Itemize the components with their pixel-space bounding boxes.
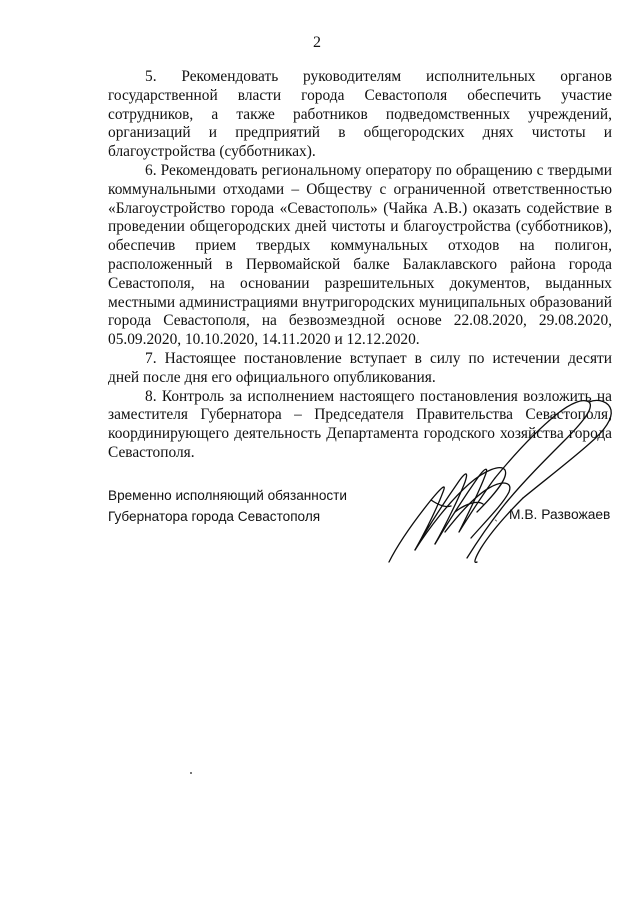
scan-speck	[190, 772, 192, 774]
handwritten-signature	[385, 392, 634, 582]
paragraph-item-7: 7. Настоящее постановление вступает в силу по истечении десяти дней после дня его официального опубликования.	[108, 349, 612, 386]
signature-dash-mark: ˎ	[494, 508, 498, 522]
page-number: 2	[313, 34, 321, 51]
paragraph-item-6: 6. Рекомендовать региональному оператору по обращению с твердыми коммунальными отходами – Обществу с ограниченной ответственностью «Благоустройство города «Севастополь» (Чайка А.В.) оказать содействие в проведении общегородских дней чистоты и благоустройства (субботников), обеспечив прием твердых коммунальных отходов на полигон, расположенный в Первомайской балке Балаклавского района города Севастополя, на основании разрешительных документов, выданных местными администрациями внутригородских муниципальных образований города Севастополя, на безвозмездной основе 22.08.2020, 29.08.2020, 05.09.2020, 10.10.2020, 14.11.2020 и 12.12.2020.	[108, 161, 612, 349]
signatory-position-line-1: Временно исполняющий обязанности	[108, 488, 347, 503]
signatory-name: М.В. Развожаев	[509, 507, 611, 522]
paragraph-item-5: 5. Рекомендовать руководителям исполнительных органов государственной власти города Севастополя обеспечить участие сотрудников, а также работников подведомственных учреждений, организаций и предприятий в общегородских днях чистоты и благоустройства (субботниках).	[108, 68, 612, 161]
paragraph-item-8: 8. Контроль за исполнением настоящего постановления возложить на заместителя Губернатора – Председателя Правительства Севастополя, координирующего деятельность Департамента городского хозяйства города Севастополя.	[108, 387, 612, 461]
signatory-position	[108, 486, 347, 527]
signatory-position-line-2: Губернатора города Севастополя	[108, 508, 321, 524]
